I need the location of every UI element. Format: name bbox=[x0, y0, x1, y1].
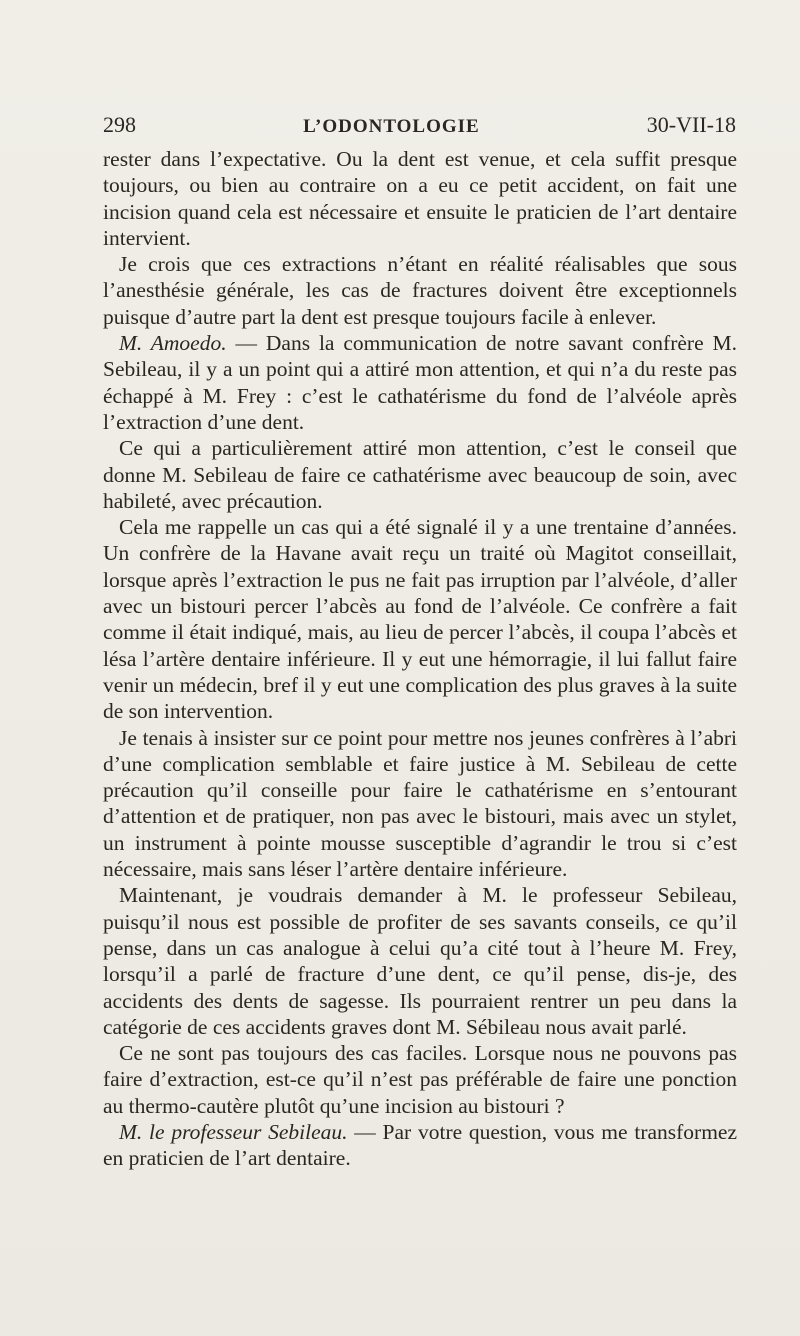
paragraph bbox=[103, 1040, 737, 1119]
paragraph-text: Je tenais à insister sur ce point pour mettre nos jeunes confrères à l’abri d’une complication semblable et faire justice à M. Sebileau de cette précaution qu’il conseille pour faire le cathatérisme en s’entourant d’attention et de pratiquer, non pas avec le bistouri, mais avec un stylet, un instrument à pointe mousse susceptible d’agrandir le trou si c’est nécessaire, mais sans léser l’artère dentaire inférieure. bbox=[103, 725, 737, 882]
paragraph bbox=[103, 435, 737, 514]
paragraph-text: — Par votre question, vous me transformez en praticien de l’art dentaire. bbox=[103, 1119, 738, 1171]
paragraph bbox=[103, 1119, 737, 1172]
paragraph-text: Cela me rappelle un cas qui a été signalé il y a une trentaine d’années. Un confrère de la Havane avait reçu un traité où Magitot conseillait, lorsque après l’extraction le pus ne fait pas irruption par l’alvéole, d’aller avec un bistouri percer l’abcès au fond de l’alvéole. Ce confrère a fait comme il était indiqué, mais, au lieu de percer l’abcès, il coupa l’abcès et lésa l’artère dentaire inférieure. Il y eut une hémorragie, il lui fallut faire venir un médecin, bref il y eut une complication des plus graves à la suite de son intervention. bbox=[103, 515, 737, 724]
running-header bbox=[103, 112, 736, 144]
paragraph bbox=[103, 251, 737, 330]
speaker-name: M. Amoedo. bbox=[119, 331, 227, 356]
paragraph bbox=[103, 514, 737, 724]
paragraph bbox=[103, 146, 737, 251]
paragraph-text: Maintenant, je voudrais demander à M. le professeur Sebileau, puisqu’il nous est possible de profiter de ses savants conseils, ce qu’il pense, dans un cas analogue à celui qu’a cité tout à l’heure M. Frey, lorsqu’il a parlé de fracture d’une dent, ce qu’il pense, dis-je, des accidents des dents de sagesse. Ils pourraient rentrer un peu dans la catégorie de ces accidents graves dont M. Sébileau nous avait parlé. bbox=[103, 883, 737, 1039]
paragraph-text: Je crois que ces extractions n’étant en réalité réalisables que sous l’anesthésie générale, les cas de fractures doivent être exceptionnels puisque d’autre part la dent est presque toujours facile à enlever. bbox=[103, 252, 737, 329]
paragraph bbox=[103, 330, 737, 435]
paragraph-text: rester dans l’expectative. Ou la dent est venue, et cela suffit presque toujours, ou bien au contraire on a eu ce petit accident, on fait une incision quand cela est nécessaire et ensuite le praticien de l’art dentaire intervient. bbox=[103, 147, 737, 250]
paragraph-text: Ce qui a particulièrement attiré mon attention, c’est le conseil que donne M. Sebileau de faire ce cathatérisme avec beaucoup de soin, avec habileté, avec précaution. bbox=[103, 436, 737, 513]
speaker-name: M. le professeur Sebileau. bbox=[119, 1119, 348, 1144]
body-text bbox=[103, 146, 737, 1172]
page-number: 298 bbox=[103, 112, 136, 137]
paragraph bbox=[103, 725, 737, 883]
paragraph-text: Ce ne sont pas toujours des cas faciles. Lorsque nous ne pouvons pas faire d’extraction, est-ce qu’il n’est pas préférable de faire une ponction au thermo-cautère plutôt qu’une incision au bistouri ? bbox=[103, 1041, 737, 1118]
journal-title: L’ODONTOLOGIE bbox=[303, 116, 480, 137]
paragraph bbox=[103, 882, 737, 1040]
paragraph-text: — Dans la communication de notre savant confrère M. Sebileau, il y a un point qui a attiré mon attention, et qui n’a du reste pas échappé à M. Frey : c’est le cathatérisme du fond de l’alvéole après l’extraction d’une dent. bbox=[103, 331, 737, 434]
issue-date: 30-VII-18 bbox=[646, 112, 736, 137]
